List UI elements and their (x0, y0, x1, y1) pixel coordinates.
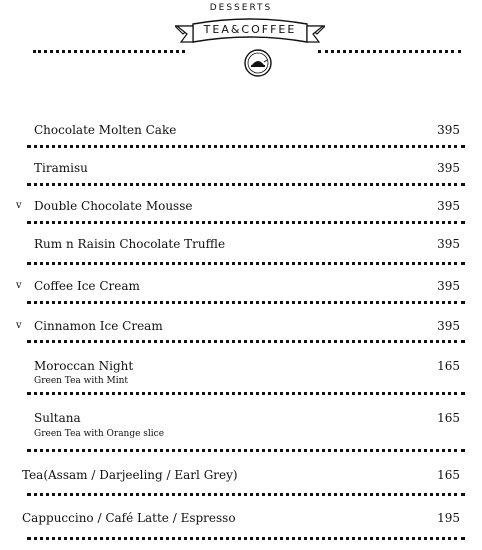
banner-label: TEA&COFFEE (203, 23, 297, 36)
teapot-emblem-icon (243, 48, 273, 78)
item-name: Coffee Ice Cream (34, 279, 140, 293)
dotted-divider (27, 340, 465, 343)
dotted-divider (27, 493, 465, 496)
item-name: Tiramisu (34, 161, 88, 175)
menu-item (0, 410, 482, 450)
menu-item (0, 318, 482, 348)
header-divider-left (33, 50, 185, 53)
item-price: 395 (437, 161, 460, 175)
item-price: 165 (437, 359, 460, 373)
dotted-divider (27, 449, 465, 452)
item-name: Rum n Raisin Chocolate Truffle (34, 237, 226, 251)
dotted-divider (27, 221, 465, 224)
item-name: Moroccan Night (34, 359, 134, 373)
item-price: 165 (437, 411, 460, 425)
menu-item (0, 510, 482, 540)
item-description: Green Tea with Mint (34, 376, 129, 386)
item-price: 395 (437, 123, 460, 137)
item-price: 395 (437, 279, 460, 293)
item-price: 395 (437, 319, 460, 333)
item-price: 395 (437, 237, 460, 251)
dotted-divider (27, 145, 465, 148)
item-price: 195 (437, 511, 460, 525)
item-description: Green Tea with Orange slice (34, 429, 165, 439)
section-title: DESSERTS (209, 3, 273, 13)
item-name: Double Chocolate Mousse (34, 199, 193, 213)
dotted-divider (27, 183, 465, 186)
item-name: Sultana (34, 411, 81, 425)
veg-mark: v (16, 200, 22, 211)
item-price: 395 (437, 199, 460, 213)
item-name: Cappuccino / Café Latte / Espresso (22, 511, 236, 525)
menu-header (0, 0, 482, 100)
dotted-divider (27, 262, 465, 265)
veg-mark: v (16, 280, 22, 291)
dotted-divider (27, 537, 465, 540)
item-price: 165 (437, 468, 460, 482)
dotted-divider (27, 392, 465, 395)
veg-mark: v (16, 320, 22, 331)
header-divider-right (318, 50, 461, 53)
item-name: Tea(Assam / Darjeeling / Earl Grey) (22, 468, 238, 482)
item-name: Chocolate Molten Cake (34, 123, 177, 137)
item-name: Cinnamon Ice Cream (34, 319, 163, 333)
dotted-divider (27, 301, 465, 304)
